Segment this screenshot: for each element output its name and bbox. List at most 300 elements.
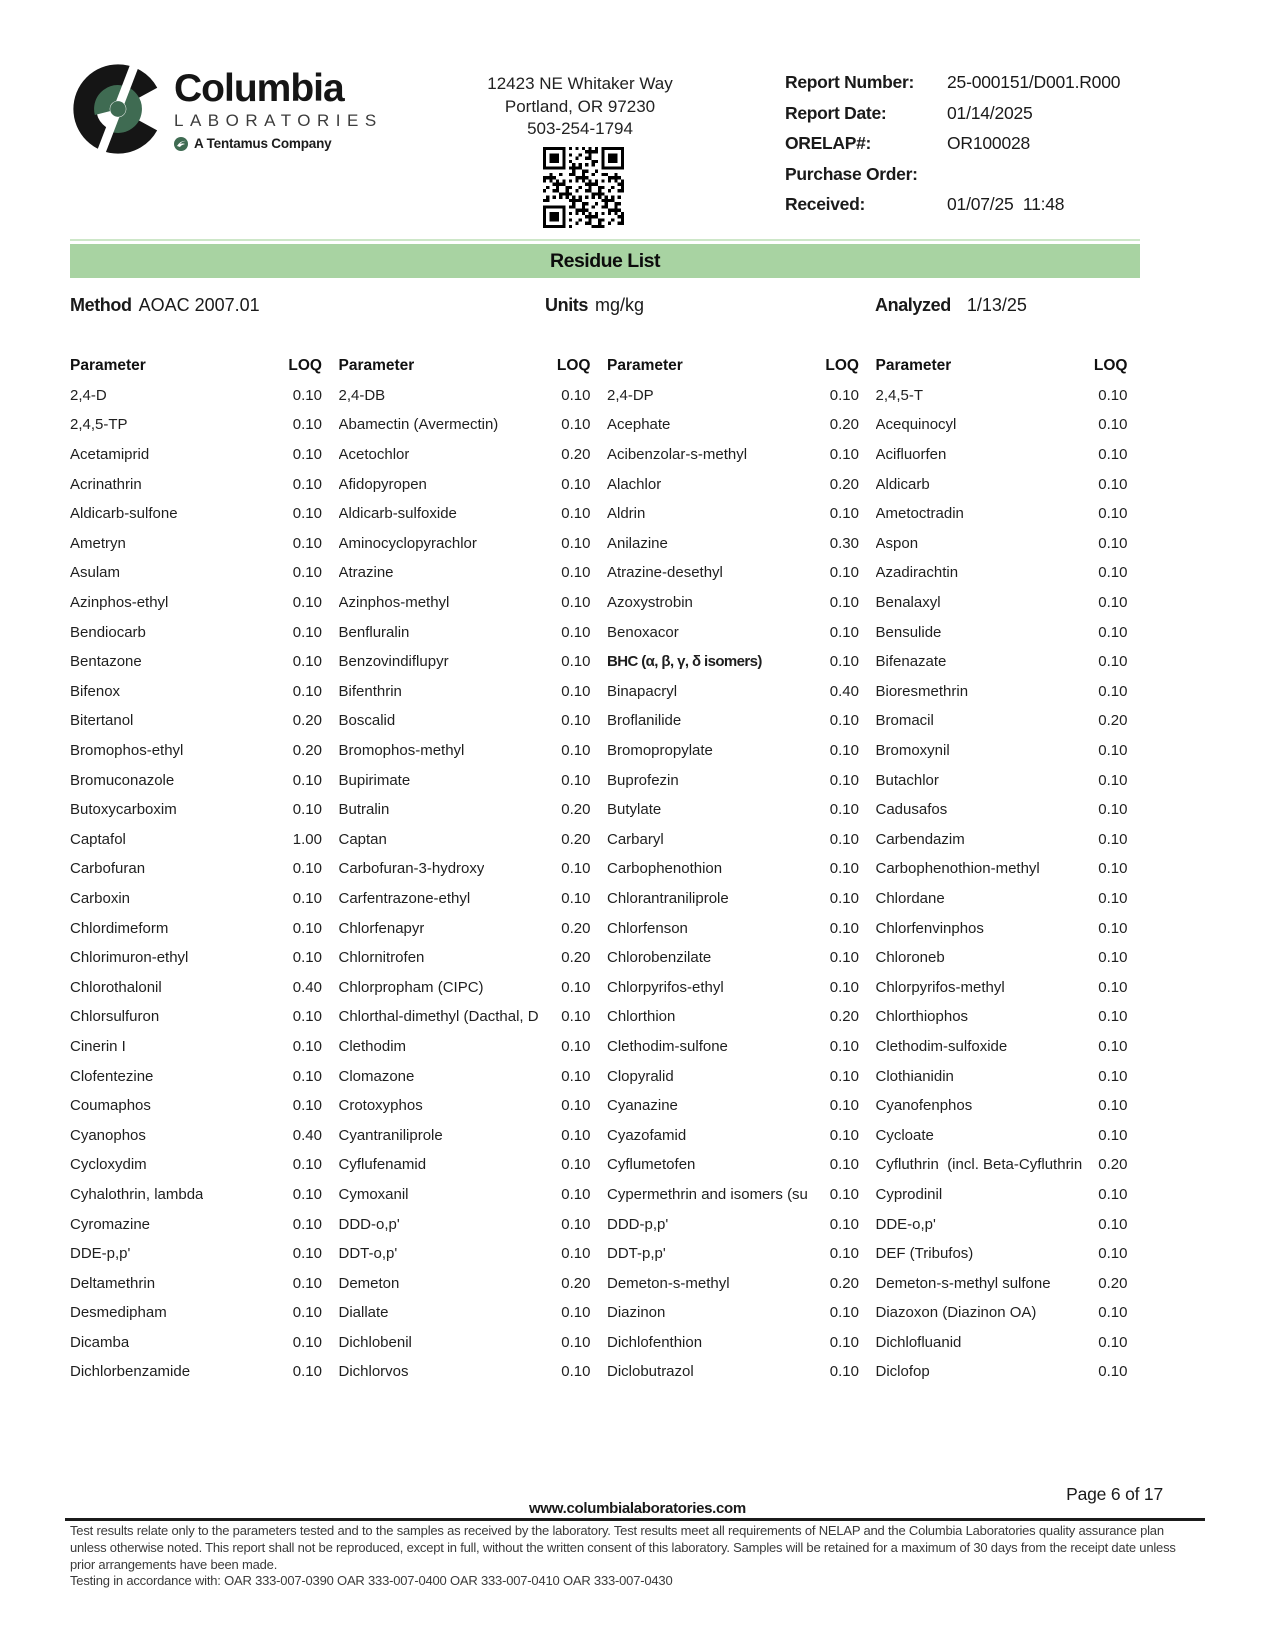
loq-value: 0.10 <box>1098 446 1128 464</box>
loq-value: 0.20 <box>561 1274 591 1292</box>
loq-value: 0.10 <box>1098 682 1128 700</box>
parameter-name: Buprofezin <box>607 771 679 789</box>
table-header-pair <box>876 357 1128 375</box>
loq-value: 0.20 <box>1098 712 1128 730</box>
residue-row <box>70 588 1128 618</box>
loq-value: 0.10 <box>829 1333 859 1351</box>
residue-pair <box>607 742 859 759</box>
loq-value: 1.00 <box>292 830 322 848</box>
parameter-name: Diallate <box>338 1304 389 1322</box>
parameter-name: Cyanofenphos <box>875 1097 973 1115</box>
loq-value: 0.20 <box>561 801 591 819</box>
loq-value: 0.10 <box>1098 653 1128 671</box>
parameter-name: Bifenazate <box>875 653 947 671</box>
units-field <box>545 295 644 316</box>
parameter-name: 2,4-D <box>70 386 107 404</box>
loq-value: 0.10 <box>561 475 591 493</box>
loq-value: 0.10 <box>1098 475 1128 493</box>
parameter-name: Chlordimeform <box>70 919 169 937</box>
residue-pair <box>339 564 591 581</box>
residue-row <box>70 529 1128 559</box>
loq-value: 0.10 <box>829 386 859 404</box>
loq-value: 0.10 <box>1098 505 1128 523</box>
residue-row <box>70 854 1128 884</box>
table-header-loq: LOQ <box>1093 356 1128 374</box>
loq-value: 0.30 <box>829 534 859 552</box>
residue-pair <box>339 1245 591 1262</box>
parameter-name: Clothianidin <box>875 1067 954 1085</box>
loq-value: 0.10 <box>292 1097 322 1115</box>
residue-pair <box>876 831 1128 848</box>
residue-pair <box>876 920 1128 937</box>
parameter-name: Dichlorvos <box>338 1363 409 1381</box>
parameter-name: Acibenzolar-s-methyl <box>607 446 748 464</box>
residue-pair <box>70 1304 322 1321</box>
parameter-name: Bupirimate <box>338 771 411 789</box>
parameter-name: Broflanilide <box>607 712 682 730</box>
residue-pair <box>339 387 591 404</box>
loq-value: 0.10 <box>1098 564 1128 582</box>
residue-pair <box>70 890 322 907</box>
loq-value: 0.10 <box>292 1304 322 1322</box>
website-url: www.columbialaboratories.com <box>529 1500 746 1517</box>
parameter-name: Carbophenothion <box>607 860 723 878</box>
parameter-name: Chlorpyrifos-ethyl <box>607 978 724 996</box>
parameter-name: Chlorfenapyr <box>338 919 425 937</box>
parameter-name: Bifenox <box>70 682 121 700</box>
parameter-name: Dichlofenthion <box>607 1333 703 1351</box>
loq-value: 0.10 <box>292 889 322 907</box>
residue-row <box>70 1268 1128 1298</box>
parameter-name: Bromuconazole <box>70 771 175 789</box>
loq-value: 0.10 <box>1098 1363 1128 1381</box>
residue-pair <box>339 1127 591 1144</box>
parameter-name: Cymoxanil <box>338 1185 409 1203</box>
table-header-pair <box>70 357 322 375</box>
residue-row <box>70 1357 1128 1387</box>
loq-value: 0.10 <box>292 1067 322 1085</box>
table-header-loq: LOQ <box>556 356 591 374</box>
parameter-name: DEF (Tribufos) <box>875 1245 974 1263</box>
residue-pair <box>339 476 591 493</box>
loq-value: 0.10 <box>829 830 859 848</box>
loq-value: 0.10 <box>1098 1067 1128 1085</box>
parameter-name: Aldicarb-sulfoxide <box>338 505 457 523</box>
loq-value: 0.10 <box>292 682 322 700</box>
parameter-name: Azinphos-ethyl <box>70 594 169 612</box>
loq-value: 0.10 <box>829 564 859 582</box>
parameter-name: Demeton <box>338 1274 400 1292</box>
residue-pair <box>607 1156 859 1173</box>
disclaimer-line: prior arrangements have been made. <box>70 1556 278 1572</box>
loq-value: 0.10 <box>292 564 322 582</box>
table-header-parameter: Parameter <box>875 356 952 374</box>
residue-pair <box>70 1334 322 1351</box>
residue-row <box>70 499 1128 529</box>
residue-row <box>70 825 1128 855</box>
loq-value: 0.10 <box>292 653 322 671</box>
logo-wordmark <box>174 63 383 151</box>
parameter-name: Butylate <box>607 801 662 819</box>
loq-value: 0.10 <box>829 505 859 523</box>
loq-value: 0.10 <box>1098 1215 1128 1233</box>
residue-pair <box>607 387 859 404</box>
parameter-name: Acrinathrin <box>70 475 142 493</box>
residue-pair <box>339 446 591 463</box>
residue-row <box>70 706 1128 736</box>
parameter-name: Aspon <box>875 534 919 552</box>
report-field-value: OR100028 <box>947 133 1031 153</box>
residue-pair <box>607 535 859 552</box>
tentamus-tagline <box>174 136 383 151</box>
residue-pair <box>876 860 1128 877</box>
loq-value: 0.10 <box>561 1008 591 1026</box>
loq-value: 0.20 <box>561 830 591 848</box>
residue-pair <box>607 505 859 522</box>
loq-value: 0.10 <box>561 1037 591 1055</box>
table-header-pair <box>339 357 591 375</box>
residue-pair <box>339 801 591 818</box>
loq-value: 0.10 <box>1098 1126 1128 1144</box>
residue-row <box>70 1120 1128 1150</box>
parameter-name: Clethodim <box>338 1037 407 1055</box>
loq-value: 0.10 <box>561 860 591 878</box>
parameter-name: Chlordane <box>875 889 945 907</box>
table-header-parameter: Parameter <box>338 356 415 374</box>
residue-pair <box>607 416 859 433</box>
tentamus-icon <box>174 137 188 151</box>
residue-pair <box>70 1097 322 1114</box>
parameter-name: Deltamethrin <box>70 1274 156 1292</box>
parameter-name: Dichlobenil <box>338 1333 412 1351</box>
residue-pair <box>607 860 859 877</box>
parameter-name: DDT-o,p' <box>338 1245 398 1263</box>
loq-value: 0.10 <box>561 564 591 582</box>
loq-value: 0.10 <box>1098 1245 1128 1263</box>
parameter-name: Butachlor <box>875 771 939 789</box>
parameter-name: Captan <box>338 830 387 848</box>
loq-value: 0.10 <box>829 1304 859 1322</box>
report-field <box>785 164 1205 195</box>
parameter-name: Bromophos-methyl <box>338 742 465 760</box>
parameter-name: Anilazine <box>607 534 668 552</box>
disclaimer-line: Testing in accordance with: OAR 333-007-0390 OAR 333-007-0400 OAR 333-007-0410 OAR 333-007-0430 <box>70 1573 673 1589</box>
residue-row <box>70 972 1128 1002</box>
residue-pair <box>70 387 322 404</box>
parameter-name: Carbendazim <box>875 830 965 848</box>
residue-row <box>70 1328 1128 1358</box>
disclaimer-line: unless otherwise noted. This report shall not be reproduced, except in full, without the written consent of this laboratory. Samples will be retained for a maximum of 30 days from the receipt date unless <box>70 1539 1176 1555</box>
parameter-name: Acephate <box>607 416 671 434</box>
residue-pair <box>339 920 591 937</box>
residue-pair <box>70 1127 322 1144</box>
parameter-name: Chlorpyrifos-methyl <box>875 978 1005 996</box>
parameter-name: Chlorfenvinphos <box>875 919 984 937</box>
residue-pair <box>876 594 1128 611</box>
residue-pair <box>339 653 591 670</box>
parameter-name: 2,4-DB <box>338 386 386 404</box>
loq-value: 0.10 <box>829 1126 859 1144</box>
parameter-name: Dichlofluanid <box>875 1333 962 1351</box>
loq-value: 0.10 <box>292 771 322 789</box>
residue-pair <box>607 1304 859 1321</box>
residue-row <box>70 913 1128 943</box>
residue-pair <box>607 1245 859 1262</box>
residue-pair <box>607 683 859 700</box>
loq-value: 0.10 <box>561 653 591 671</box>
method-label: Method <box>70 295 132 315</box>
parameter-name: Acifluorfen <box>875 446 947 464</box>
residue-pair <box>607 476 859 493</box>
parameter-name: Carbophenothion-methyl <box>875 860 1040 878</box>
residue-pair <box>876 979 1128 996</box>
parameter-name: Aldicarb-sulfone <box>70 505 178 523</box>
residue-pair <box>339 624 591 641</box>
residue-pair <box>607 1008 859 1025</box>
parameter-name: Chlorsulfuron <box>70 1008 160 1026</box>
residue-row <box>70 647 1128 677</box>
banner-title: Residue List <box>550 250 660 272</box>
residue-pair <box>607 1068 859 1085</box>
loq-value: 0.10 <box>561 1156 591 1174</box>
loq-value: 0.10 <box>1098 860 1128 878</box>
residue-pair <box>339 683 591 700</box>
loq-value: 0.10 <box>1098 949 1128 967</box>
parameter-name: Atrazine-desethyl <box>607 564 723 582</box>
table-header-loq: LOQ <box>288 356 322 374</box>
parameter-name: Coumaphos <box>70 1097 151 1115</box>
banner-accent-line <box>70 239 1140 241</box>
report-field <box>785 72 1205 103</box>
loq-value: 0.10 <box>561 416 591 434</box>
residue-pair <box>70 564 322 581</box>
residue-pair <box>876 476 1128 493</box>
loq-value: 0.10 <box>1098 1304 1128 1322</box>
table-header-pair <box>607 357 859 375</box>
residue-pair <box>339 979 591 996</box>
method-value: AOAC 2007.01 <box>138 295 260 315</box>
parameter-name: Ametryn <box>70 534 126 552</box>
loq-value: 0.10 <box>829 1037 859 1055</box>
residue-pair <box>607 979 859 996</box>
residue-pair <box>607 772 859 789</box>
loq-value: 0.10 <box>829 978 859 996</box>
loq-value: 0.20 <box>561 919 591 937</box>
residue-row <box>70 1298 1128 1328</box>
loq-value: 0.10 <box>292 505 322 523</box>
residue-row <box>70 1239 1128 1269</box>
parameter-name: Acetochlor <box>338 446 410 464</box>
parameter-name: Carbofuran-3-hydroxy <box>338 860 485 878</box>
residue-banner <box>70 244 1140 278</box>
table-header-row <box>70 351 1128 381</box>
residue-pair <box>70 801 322 818</box>
parameter-name: Chlorpropham (CIPC) <box>338 978 484 996</box>
loq-value: 0.10 <box>1098 742 1128 760</box>
report-fields <box>785 72 1205 225</box>
loq-value: 0.10 <box>292 1363 322 1381</box>
loq-value: 0.10 <box>292 1245 322 1263</box>
parameter-name: Afidopyropen <box>338 475 427 493</box>
loq-value: 0.10 <box>561 1067 591 1085</box>
residue-row <box>70 1209 1128 1239</box>
residue-row <box>70 1180 1128 1210</box>
residue-row <box>70 677 1128 707</box>
loq-value: 0.10 <box>292 1037 322 1055</box>
loq-value: 0.10 <box>1098 416 1128 434</box>
residue-pair <box>607 1363 859 1380</box>
loq-value: 0.10 <box>1098 978 1128 996</box>
loq-value: 0.10 <box>829 1215 859 1233</box>
parameter-name: Aldicarb <box>875 475 930 493</box>
residue-pair <box>607 1186 859 1203</box>
residue-pair <box>70 476 322 493</box>
parameter-name: Butralin <box>338 801 390 819</box>
residue-pair <box>70 1363 322 1380</box>
loq-value: 0.40 <box>292 1126 322 1144</box>
lab-address <box>420 73 740 141</box>
residue-pair <box>607 1038 859 1055</box>
loq-value: 0.10 <box>829 1156 859 1174</box>
loq-value: 0.10 <box>829 712 859 730</box>
parameter-name: Bentazone <box>70 653 142 671</box>
parameter-name: Desmedipham <box>70 1304 167 1322</box>
residue-pair <box>339 505 591 522</box>
residue-pair <box>876 712 1128 729</box>
parameter-name: DDT-p,p' <box>607 1245 666 1263</box>
parameter-name: Ametoctradin <box>875 505 964 523</box>
loq-value: 0.10 <box>1098 386 1128 404</box>
residue-pair <box>339 1275 591 1292</box>
report-field <box>785 133 1205 164</box>
loq-value: 0.40 <box>292 978 322 996</box>
loq-value: 0.10 <box>561 623 591 641</box>
residue-pair <box>876 1275 1128 1292</box>
parameter-name: Bromophos-ethyl <box>70 742 184 760</box>
loq-value: 0.10 <box>292 623 322 641</box>
residue-pair <box>339 1156 591 1173</box>
residue-pair <box>876 742 1128 759</box>
residue-pair <box>876 1127 1128 1144</box>
report-field-label: Report Date: <box>785 102 887 123</box>
residue-pair <box>339 742 591 759</box>
loq-value: 0.10 <box>561 1333 591 1351</box>
residue-pair <box>876 1156 1128 1173</box>
residue-pair <box>70 979 322 996</box>
loq-value: 0.10 <box>829 1245 859 1263</box>
parameter-name: Chlorfenson <box>607 919 688 937</box>
loq-value: 0.20 <box>1098 1156 1128 1174</box>
parameter-name: Demeton-s-methyl sulfone <box>875 1274 1051 1292</box>
loq-value: 0.10 <box>561 742 591 760</box>
residue-row <box>70 795 1128 825</box>
parameter-name: Captafol <box>70 830 126 848</box>
loq-value: 0.10 <box>829 1097 859 1115</box>
loq-value: 0.10 <box>292 475 322 493</box>
residue-pair <box>70 949 322 966</box>
parameter-name: Carbofuran <box>70 860 146 878</box>
residue-pair <box>339 1186 591 1203</box>
residue-pair <box>607 594 859 611</box>
parameter-name: Cyanophos <box>70 1126 146 1144</box>
residue-pair <box>339 831 591 848</box>
loq-value: 0.20 <box>1098 1274 1128 1292</box>
residue-row <box>70 736 1128 766</box>
loq-value: 0.10 <box>1098 534 1128 552</box>
parameter-name: 2,4,5-T <box>875 386 924 404</box>
residue-pair <box>70 624 322 641</box>
address-line: 503-254-1794 <box>527 119 633 138</box>
parameter-name: Diazinon <box>607 1304 666 1322</box>
residue-pair <box>70 1186 322 1203</box>
residue-pair <box>607 624 859 641</box>
parameter-name: Bioresmethrin <box>875 682 969 700</box>
loq-value: 0.10 <box>561 534 591 552</box>
loq-value: 0.10 <box>561 771 591 789</box>
residue-row <box>70 1150 1128 1180</box>
residue-pair <box>70 1245 322 1262</box>
residue-pair <box>339 1008 591 1025</box>
residue-pair <box>70 1008 322 1025</box>
loq-value: 0.10 <box>561 594 591 612</box>
footer-rule <box>65 1518 1205 1521</box>
loq-value: 0.10 <box>561 889 591 907</box>
residue-pair <box>607 920 859 937</box>
parameter-name: Cyromazine <box>70 1215 151 1233</box>
loq-value: 0.10 <box>829 1067 859 1085</box>
parameter-name: Aminocyclopyrachlor <box>338 534 477 552</box>
report-field-value: 01/07/25 11:48 <box>947 194 1065 214</box>
parameter-name: Carbaryl <box>607 830 664 848</box>
loq-value: 0.10 <box>292 1274 322 1292</box>
parameter-name: Demeton-s-methyl <box>607 1274 730 1292</box>
units-value: mg/kg <box>595 295 645 315</box>
parameter-name: Clomazone <box>338 1067 415 1085</box>
residue-pair <box>339 949 591 966</box>
columbia-logo-icon <box>72 63 164 155</box>
loq-value: 0.10 <box>561 1363 591 1381</box>
parameter-name: Dicamba <box>70 1333 130 1351</box>
residue-pair <box>70 535 322 552</box>
loq-value: 0.10 <box>829 1363 859 1381</box>
residue-row <box>70 558 1128 588</box>
loq-value: 0.10 <box>1098 830 1128 848</box>
parameter-name: Bitertanol <box>70 712 134 730</box>
residue-pair <box>70 446 322 463</box>
loq-value: 0.10 <box>1098 889 1128 907</box>
residue-pair <box>876 1363 1128 1380</box>
residue-pair <box>876 1038 1128 1055</box>
residue-pair <box>70 742 322 759</box>
loq-value: 0.20 <box>292 712 322 730</box>
disclaimer-line: Test results relate only to the parameters tested and to the samples as received by the laboratory. Test results meet all requirements of NELAP and the Columbia Laboratories quality assurance plan <box>70 1523 1164 1538</box>
residue-pair <box>339 416 591 433</box>
residue-pair <box>876 1008 1128 1025</box>
parameter-name: 2,4,5-TP <box>70 416 128 434</box>
loq-value: 0.10 <box>1098 1097 1128 1115</box>
parameter-name: BHC (α, β, γ, δ isomers) <box>607 653 762 671</box>
loq-value: 0.10 <box>292 446 322 464</box>
parameter-name: Abamectin (Avermectin) <box>338 416 499 434</box>
parameter-name: Bromopropylate <box>607 742 713 760</box>
residue-pair <box>339 1334 591 1351</box>
parameter-name: Cypermethrin and isomers (su <box>607 1185 808 1203</box>
residue-pair <box>70 594 322 611</box>
residue-pair <box>70 712 322 729</box>
parameter-name: Cyanazine <box>607 1097 678 1115</box>
loq-value: 0.10 <box>561 386 591 404</box>
residue-pair <box>607 801 859 818</box>
